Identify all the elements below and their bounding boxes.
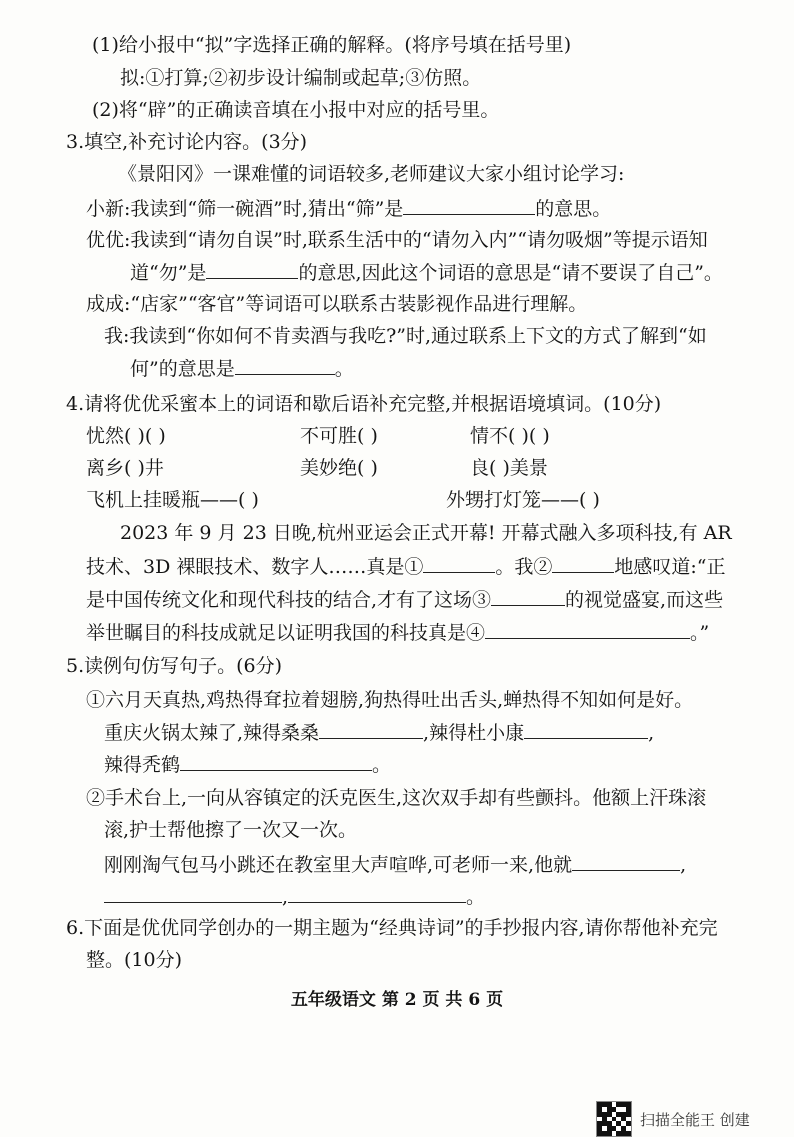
q5-text: 。 bbox=[372, 754, 392, 776]
q4-para-text: 是中国传统文化和现代科技的结合,才有了这场③ bbox=[86, 589, 492, 611]
answer-blank[interactable] bbox=[319, 720, 423, 739]
q4-para-line3 bbox=[86, 587, 723, 612]
answer-blank[interactable] bbox=[572, 852, 680, 871]
q2-sub1: (1)给小报中“拟”字选择正确的解释。(将序号填在括号里) bbox=[92, 34, 572, 56]
q3-youyou-text-a: 道“勿”是 bbox=[130, 262, 207, 284]
q5-write-1 bbox=[104, 720, 654, 745]
q5-example-1: ①六月天真热,鸡热得耷拉着翅膀,狗热得吐出舌头,蝉热得不知如何是好。 bbox=[86, 689, 694, 711]
q3-xiaoxin-text-b: 的意思。 bbox=[535, 198, 612, 220]
q5-write-2 bbox=[104, 752, 391, 777]
q4-para-text: 的视觉盛宴,而这些 bbox=[565, 589, 724, 611]
answer-blank[interactable] bbox=[104, 884, 282, 903]
answer-blank[interactable] bbox=[524, 720, 648, 739]
page-footer: 五年级语文 第 2 页 共 6 页 bbox=[290, 990, 504, 1010]
q3-chengcheng: 成成:“店家”“客官”等词语可以联系古装影视作品进行理解。 bbox=[86, 293, 588, 315]
q5-text: 。 bbox=[466, 886, 486, 908]
q4-para-text: 地感叹道:“正 bbox=[614, 556, 726, 578]
q3-xiaoxin bbox=[86, 196, 611, 221]
answer-blank[interactable] bbox=[206, 260, 298, 279]
q3-youyou-text-b: 的意思,因此这个词语的意思是“请不要误了自己”。 bbox=[298, 262, 723, 284]
q4-word-3: 情不( )( ) bbox=[470, 425, 550, 447]
q2-sub1-options: 拟:①打算;②初步设计编制或起草;③仿照。 bbox=[120, 67, 482, 89]
q3-youyou-line1: 优优:我读到“请勿自误”时,联系生活中的“请勿入内”“请勿吸烟”等提示语知 bbox=[86, 229, 708, 251]
q5-text: 辣得秃鹤 bbox=[104, 754, 181, 776]
q5-example-2-line1: ②手术台上,一向从容镇定的沃克医生,这次双手却有些颤抖。他额上汗珠滚 bbox=[86, 787, 707, 809]
q5-example-2-line2: 滚,护士帮他擦了一次又一次。 bbox=[104, 819, 358, 841]
answer-blank[interactable] bbox=[423, 554, 495, 573]
answer-blank[interactable] bbox=[288, 884, 466, 903]
q6-line2: 整。(10分) bbox=[86, 949, 183, 971]
q5-write-4 bbox=[104, 884, 485, 909]
q6-line1: 6.下面是优优同学创办的一期主题为“经典诗词”的手抄报内容,请你帮他补充完 bbox=[66, 917, 718, 939]
answer-blank[interactable] bbox=[235, 356, 335, 375]
q5-text: 刚刚淘气包马小跳还在教室里大声喧哗,可老师一来,他就 bbox=[104, 854, 573, 876]
answer-blank[interactable] bbox=[180, 752, 372, 771]
q4-para-text: 技术、3D 裸眼技术、数字人……真是① bbox=[86, 556, 424, 578]
q4-xiehouyu-2: 外甥打灯笼——( ) bbox=[446, 489, 600, 511]
q3-xiaoxin-text-a: 小新:我读到“筛一碗酒”时,猜出“筛”是 bbox=[86, 198, 404, 220]
q2-sub2: (2)将“辟”的正确读音填在小报中对应的括号里。 bbox=[92, 99, 500, 121]
q4-xiehouyu-1: 飞机上挂暖瓶——( ) bbox=[86, 489, 259, 511]
q4-para-line2 bbox=[86, 554, 726, 579]
answer-blank[interactable] bbox=[552, 554, 614, 573]
q4-word-6: 良( )美景 bbox=[470, 457, 548, 479]
q3-me-line1: 我:我读到“你如何不肯卖酒与我吃?”时,通过联系上下文的方式了解到“如 bbox=[104, 325, 707, 347]
q5-text: , bbox=[680, 854, 687, 876]
q3-intro: 《景阳冈》一课难懂的词语较多,老师建议大家小组讨论学习: bbox=[118, 163, 625, 185]
q4-word-4: 离乡( )井 bbox=[86, 457, 164, 479]
answer-blank[interactable] bbox=[485, 620, 690, 639]
q4-word-5: 美妙绝( ) bbox=[300, 457, 378, 479]
scanner-watermark bbox=[596, 1101, 750, 1137]
watermark-text: 扫描全能王 创建 bbox=[640, 1110, 750, 1129]
q4-word-2: 不可胜( ) bbox=[300, 425, 378, 447]
q5-text: , bbox=[648, 722, 655, 744]
q3-me-line2 bbox=[130, 356, 354, 381]
q4-para-text: 。” bbox=[690, 622, 710, 644]
q3-me-text-a: 何”的意思是 bbox=[130, 358, 235, 380]
q5-text: 重庆火锅太辣了,辣得桑桑 bbox=[104, 722, 320, 744]
q4-para-text: 。我② bbox=[495, 556, 553, 578]
answer-blank[interactable] bbox=[491, 587, 565, 606]
q3-me-text-b: 。 bbox=[334, 358, 354, 380]
q4-para-line1: 2023 年 9 月 23 日晚,杭州亚运会正式开幕! 开幕式融入多项科技,有 AR bbox=[120, 522, 732, 544]
answer-blank[interactable] bbox=[403, 196, 535, 215]
q4-para-line4 bbox=[86, 620, 709, 645]
q5-write-3 bbox=[104, 852, 686, 877]
q5-text: , bbox=[282, 886, 289, 908]
q5-text: ,辣得杜小康 bbox=[423, 722, 525, 744]
q4-word-1: 忧然( )( ) bbox=[86, 425, 166, 447]
q4-heading: 4.请将优优采蜜本上的词语和歇后语补充完整,并根据语境填词。(10分) bbox=[66, 393, 662, 415]
q3-heading: 3.填空,补充讨论内容。(3分) bbox=[66, 131, 308, 153]
q3-youyou-line2 bbox=[130, 260, 723, 285]
qr-code-icon bbox=[596, 1101, 632, 1137]
q5-heading: 5.读例句仿写句子。(6分) bbox=[66, 655, 283, 677]
q4-para-text: 举世瞩目的科技成就足以证明我国的科技真是④ bbox=[86, 622, 486, 644]
